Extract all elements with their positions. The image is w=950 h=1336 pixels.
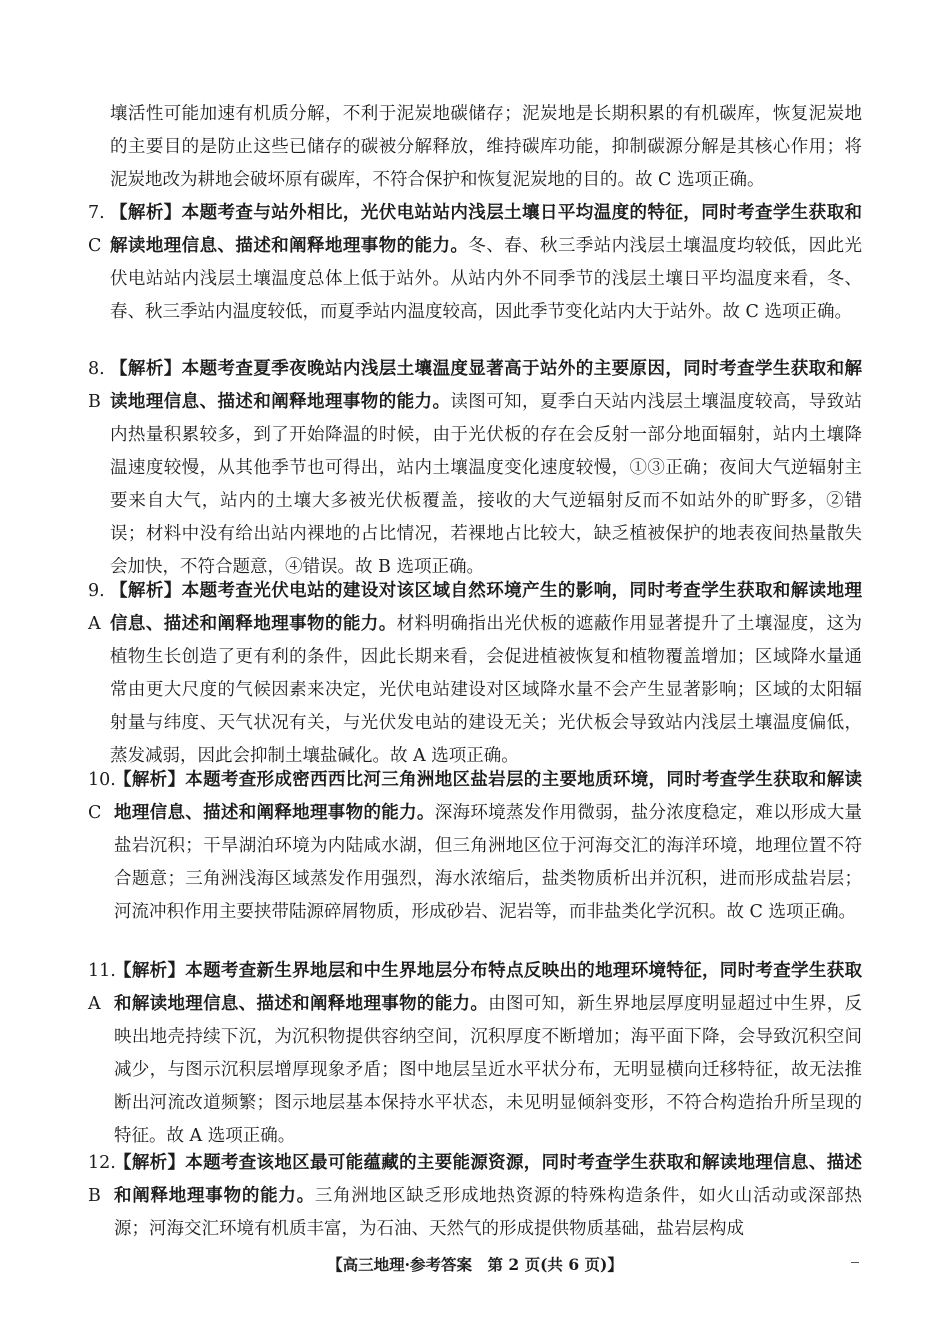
item-number: 8. B (88, 359, 105, 412)
corner-mark (851, 1262, 859, 1263)
item-summary: 本题考查形成密西西比河三角洲地区盐岩层的主要地质环境，同时考查学生获取和解读地理信息、描述和阐释地理事物的能力。 (114, 770, 863, 823)
item-number: 9. A (88, 581, 105, 634)
answer-item-11 (88, 955, 862, 1153)
answer-item-9 (88, 575, 862, 773)
item-detail: 三角洲地区缺乏形成地热资源的特殊构造条件，如火山活动或深部热源；河海交汇环境有机质丰富，为石油、天然气的形成提供物质基础，盐岩层构成 (114, 1186, 863, 1239)
answer-item-8 (88, 353, 862, 584)
item-detail: 读图可知，夏季白天站内浅层土壤温度较高，导致站内热量积累较多，到了开始降温的时候，由于光伏板的存在会反射一部分地面辐射，站内土壤降温速度较慢，从其他季节也可得出，站内土壤温度变化速度较慢，①③正确；夜间大气逆辐射主要来自大气，站内的土壤大多被光伏板覆盖，接收的大气逆辐射反而不如站外的旷野多，②错误；材料中没有给出站内裸地的占比情况，若裸地占比较大，缺乏植被保护的地表夜间热量散失会加快，不符合题意，④错误。故 B 选项正确。 (110, 392, 863, 577)
item-body (110, 353, 862, 584)
item-summary: 本题考查新生界地层和中生界地层分布特点反映出的地理环境特征，同时考查学生获取和解读地理信息、描述和阐释地理事物的能力。 (114, 961, 863, 1014)
item-summary: 本题考查夏季夜晚站内浅层土壤温度显著高于站外的主要原因，同时考查学生获取和解读地理信息、描述和阐释地理事物的能力。 (110, 359, 863, 412)
analysis-label: 【解析】 (114, 1153, 186, 1173)
item-detail: 材料明确指出光伏板的遮蔽作用显著提升了土壤湿度，这为植物生长创造了更有利的条件，因此长期来看，会促进植被恢复和植物覆盖增加；区域降水量通常由更大尺度的气候因素来决定，光伏电站建设对区域降水量不会产生显著影响；区域的太阳辐射量与纬度、天气状况有关，与光伏发电站的建设无关；光伏板会导致站内浅层土壤温度偏低，蒸发减弱，因此会抑制土壤盐碱化。故 A 选项正确。 (110, 614, 863, 766)
item-body (110, 197, 862, 329)
item-number: 11. A (88, 961, 116, 1014)
answer-item-12 (88, 1147, 862, 1246)
item-summary: 本题考查该地区最可能蕴藏的主要能源资源，同时考查学生获取和解读地理信息、描述和阐释地理事物的能力。 (114, 1153, 863, 1206)
item-detail: 冬、春、秋三季站内浅层土壤温度均较低，因此光伏电站站内浅层土壤温度总体上低于站外。从站内外不同季节的浅层土壤日平均温度来看，冬、春、秋三季站内温度较低，而夏季站内温度较高，因此季节变化站内大于站外。故 C 选项正确。 (110, 236, 863, 322)
item-summary: 本题考查与站外相比，光伏电站站内浅层土壤日平均温度的特征，同时考查学生获取和解读地理信息、描述和阐释地理事物的能力。 (110, 203, 863, 256)
item-number: 12. B (88, 1153, 116, 1206)
item-body (114, 955, 862, 1153)
item-body (110, 575, 862, 773)
page-footer: 【高三地理·参考答案 第 2 页(共 6 页)】 (327, 1255, 623, 1274)
item-detail: 深海环境蒸发作用微弱，盐分浓度稳定，难以形成大量盐岩沉积；干旱湖泊环境为内陆咸水湖，但三角洲地区位于河海交汇的海洋环境，地理位置不符合题意；三角洲浅海区域蒸发作用强烈，海水浓缩后，盐类物质析出并沉积，进而形成盐岩层；河流冲积作用主要挟带陆源碎屑物质，形成砂岩、泥岩等，而非盐类化学沉积。故 C 选项正确。 (114, 803, 863, 922)
analysis-label: 【解析】 (110, 359, 182, 379)
item-summary: 本题考查光伏电站的建设对该区域自然环境产生的影响，同时考查学生获取和解读地理信息、描述和阐释地理事物的能力。 (110, 581, 863, 634)
analysis-label: 【解析】 (110, 203, 182, 223)
answer-item-7 (88, 197, 862, 329)
item-detail: 由图可知，新生界地层厚度明显超过中生界，反映出地壳持续下沉，为沉积物提供容纳空间，沉积厚度不断增加；海平面下降，会导致沉积空间减少，与图示沉积层增厚现象矛盾；图中地层呈近水平状分布，无明显横向迁移特征，故无法推断出河流改道频繁；图示地层基本保持水平状态，未见明显倾斜变形，不符合构造抬升所呈现的特征。故 A 选项正确。 (114, 994, 863, 1146)
analysis-label: 【解析】 (114, 770, 186, 790)
item-number: 10. C (88, 770, 116, 823)
analysis-label: 【解析】 (114, 961, 186, 981)
item-body (114, 764, 862, 929)
item-body (114, 1147, 862, 1246)
item-number: 7. C (88, 203, 105, 256)
intro-paragraph: 壤活性可能加速有机质分解，不利于泥炭地碳储存；泥炭地是长期积累的有机碳库，恢复泥炭地的主要目的是防止这些已储存的碳被分解释放，维持碳库功能，抑制碳源分解是其核心作用；将泥炭地改为耕地会破坏原有碳库，不符合保护和恢复泥炭地的目的。故 C 选项正确。 (110, 104, 862, 190)
answer-item-10 (88, 764, 862, 929)
analysis-label: 【解析】 (110, 581, 182, 601)
